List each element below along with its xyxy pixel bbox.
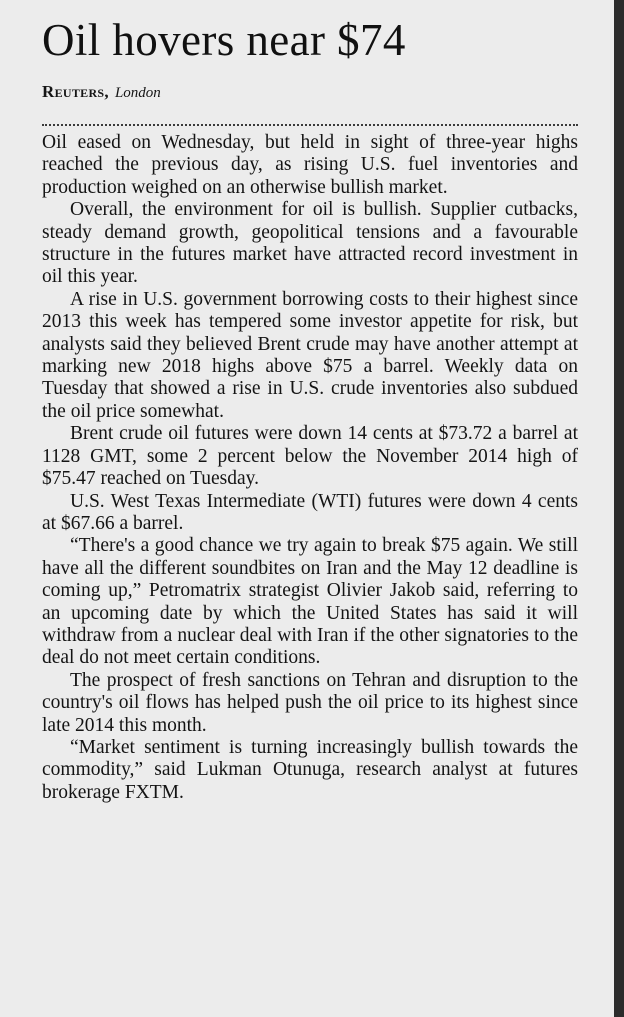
article-paragraph: “Market sentiment is turning increasingly bullish towards the commodity,” said Lukman Otunuga, research analyst at futures brokerage FXTM. <box>42 736 578 803</box>
article-paragraph: U.S. West Texas Intermediate (WTI) futures were down 4 cents at $67.66 a barrel. <box>42 490 578 534</box>
dotted-divider <box>42 124 578 126</box>
article-paragraph: Overall, the environment for oil is bullish. Supplier cutbacks, steady demand growth, geopolitical tensions and a favourable structure in the futures market have attracted record investment in oil this year. <box>42 199 578 288</box>
byline <box>42 80 161 105</box>
article-paragraph: Brent crude oil futures were down 14 cents at $73.72 a barrel at 1128 GMT, some 2 percent below the November 2014 high of $75.47 reached on Tuesday. <box>42 423 578 490</box>
page-edge-shadow <box>614 0 624 1017</box>
article-paragraph: “There's a good chance we try again to break $75 again. We still have all the different soundbites on Iran and the May 12 deadline is coming up,” Petromatrix strategist Olivier Jakob said, referring to an upcoming date by which the United States has said it will withdraw from a nuclear deal with Iran if the other signatories to the deal do not meet certain conditions. <box>42 535 578 669</box>
article-paragraph: A rise in U.S. government borrowing costs to their highest since 2013 this week has tempered some investor appetite for risk, but analysts said they believed Brent crude may have another attempt at marking new 2018 highs above $75 a barrel. Weekly data on Tuesday that showed a rise in U.S. crude inventories also subdued the oil price somewhat. <box>42 288 578 422</box>
byline-dateline: London <box>114 85 161 101</box>
article-paragraph: The prospect of fresh sanctions on Tehran and disruption to the country's oil flows has helped push the oil price to its highest since late 2014 this month. <box>42 669 578 736</box>
byline-agency: Reuters, <box>42 82 109 101</box>
headline: Oil hovers near $74 <box>42 15 406 65</box>
article-body <box>42 132 578 804</box>
article-paragraph: Oil eased on Wednesday, but held in sight of three-year highs reached the previous day, as rising U.S. fuel inventories and production weighed on an otherwise bullish market. <box>42 132 578 198</box>
